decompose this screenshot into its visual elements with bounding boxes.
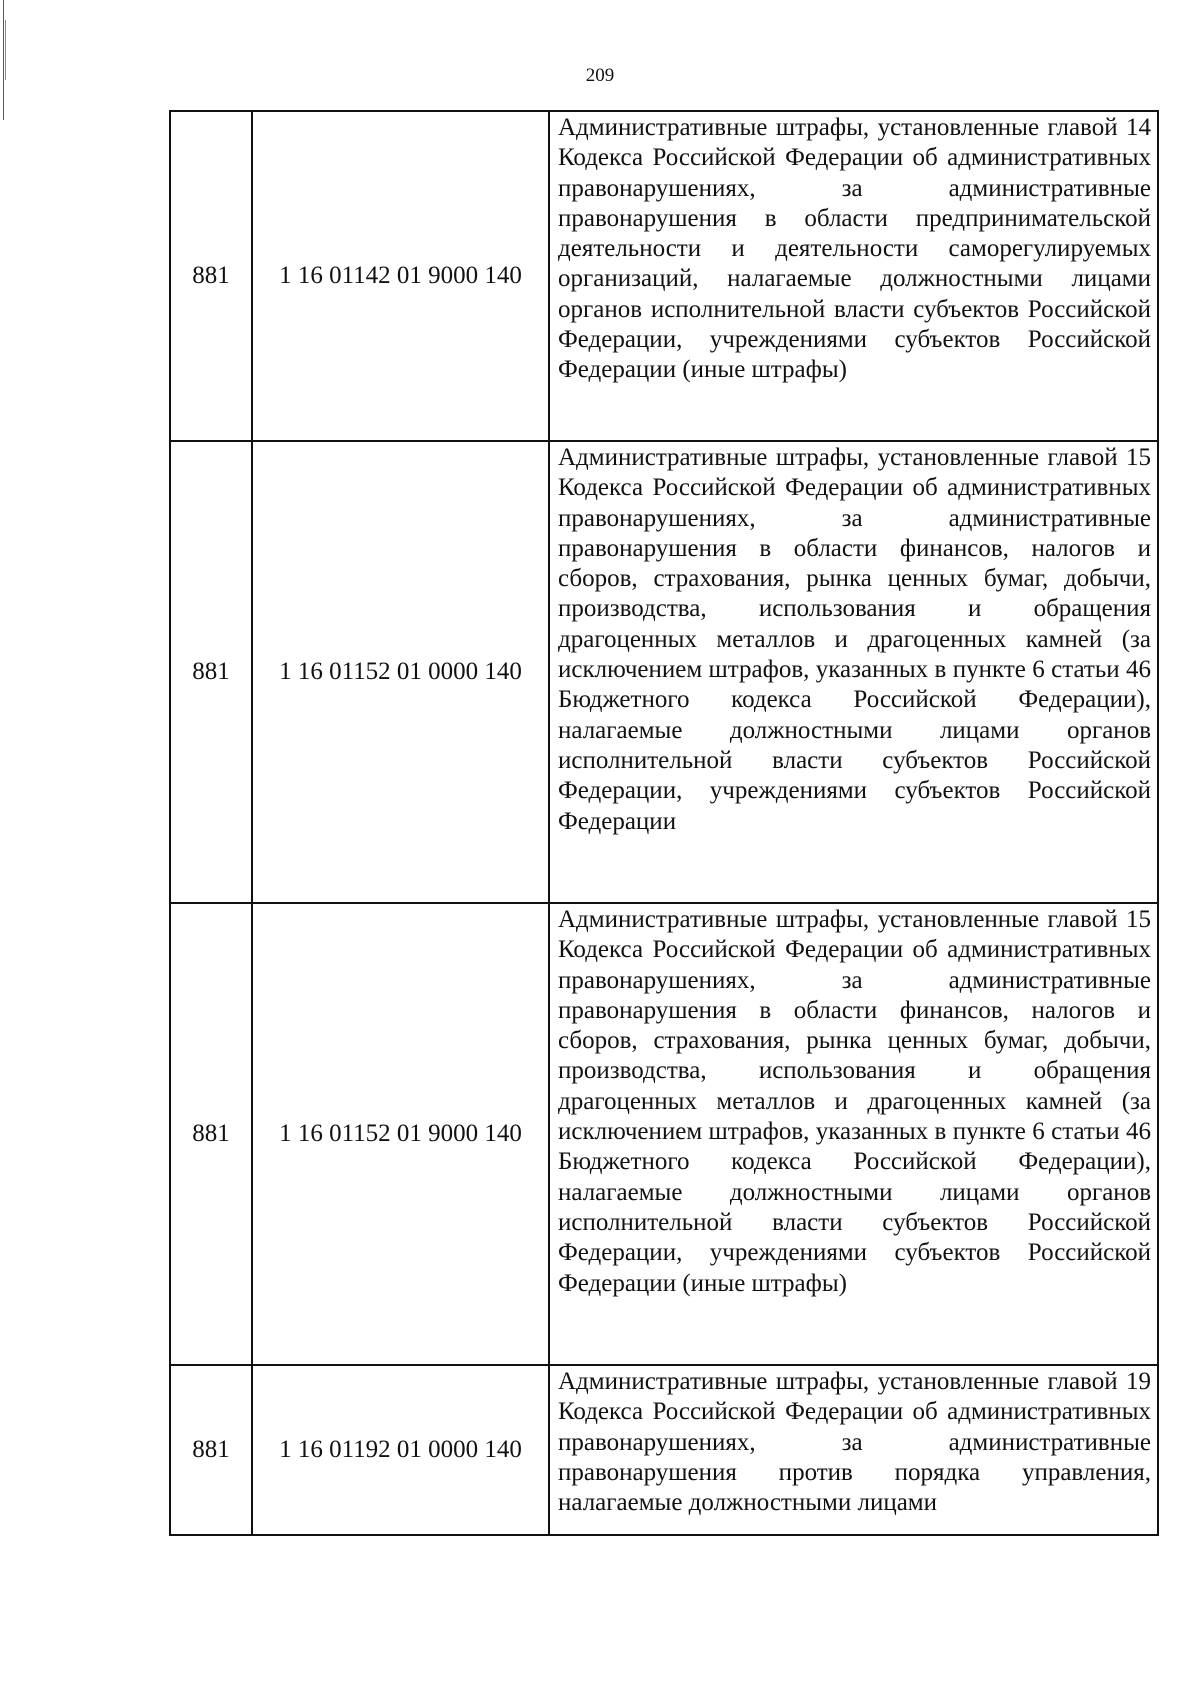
- page-number: 209: [585, 65, 615, 86]
- table-row: [170, 111, 1158, 441]
- kbk-code-cell: 1 16 01192 01 0000 140: [252, 1365, 549, 1535]
- admin-code-cell: 881: [170, 903, 252, 1365]
- table-row: [170, 1365, 1158, 1535]
- table-row: [170, 441, 1158, 903]
- description-cell: Административные штрафы, установленные главой 14 Кодекса Российской Федерации об административных правонарушениях, за административные правонарушения в области предпринимательской деятельности и деятельности саморегулируемых организаций, налагаемые должностными лицами органов исполнительной власти субъектов Российской Федерации, учреждениями субъектов Российской Федерации (иные штрафы): [549, 111, 1158, 441]
- admin-code-cell: 881: [170, 1365, 252, 1535]
- scan-edge-mark: [3, 0, 4, 120]
- kbk-code-cell: 1 16 01152 01 0000 140: [252, 441, 549, 903]
- description-cell: Административные штрафы, установленные главой 15 Кодекса Российской Федерации об административных правонарушениях, за административные правонарушения в области финансов, налогов и сборов, страхования, рынка ценных бумаг, добычи, производства, использования и обращения драгоценных металлов и драгоценных камней (за исключением штрафов, указанных в пункте 6 статьи 46 Бюджетного кодекса Российской Федерации), налагаемые должностными лицами органов исполнительной власти субъектов Российской Федерации, учреждениями субъектов Российской Федерации (иные штрафы): [549, 903, 1158, 1365]
- admin-code-cell: 881: [170, 111, 252, 441]
- description-cell: Административные штрафы, установленные главой 19 Кодекса Российской Федерации об административных правонарушениях, за административные правонарушения против порядка управления, налагаемые должностными лицами: [549, 1365, 1158, 1535]
- budget-codes-table: [169, 110, 1159, 1536]
- description-cell: Административные штрафы, установленные главой 15 Кодекса Российской Федерации об административных правонарушениях, за административные правонарушения в области финансов, налогов и сборов, страхования, рынка ценных бумаг, добычи, производства, использования и обращения драгоценных металлов и драгоценных камней (за исключением штрафов, указанных в пункте 6 статьи 46 Бюджетного кодекса Российской Федерации), налагаемые должностными лицами органов исполнительной власти субъектов Российской Федерации, учреждениями субъектов Российской Федерации: [549, 441, 1158, 903]
- table-row: [170, 903, 1158, 1365]
- kbk-code-cell: 1 16 01152 01 9000 140: [252, 903, 549, 1365]
- admin-code-cell: 881: [170, 441, 252, 903]
- kbk-code-cell: 1 16 01142 01 9000 140: [252, 111, 549, 441]
